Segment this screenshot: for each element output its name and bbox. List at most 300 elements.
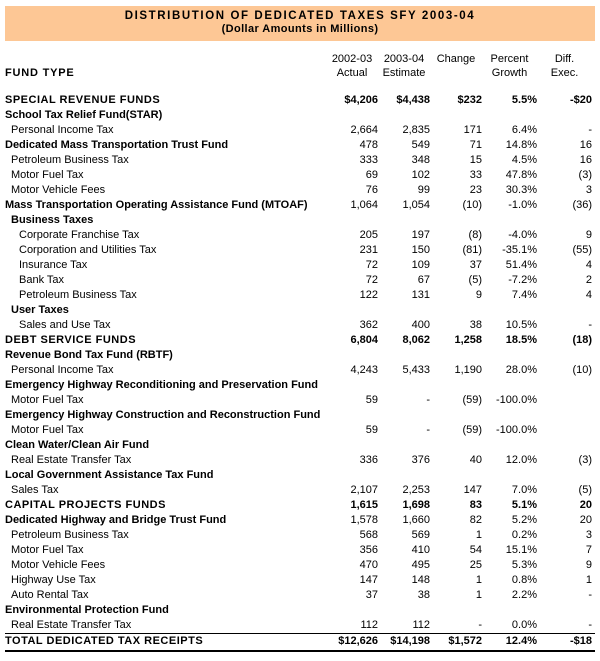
table-row	[5, 513, 595, 528]
value-cell	[537, 408, 592, 423]
value-cell: 59	[365, 394, 378, 406]
value-cell	[326, 108, 378, 123]
title-band	[5, 6, 595, 41]
value-cell: 72	[365, 259, 378, 271]
table-row	[5, 333, 595, 348]
fund-type-label: Dedicated Highway and Bridge Trust Fund	[5, 514, 227, 526]
fund-type-label: Real Estate Transfer Tax	[11, 619, 132, 631]
table-row	[5, 168, 595, 183]
value-cell	[537, 393, 592, 408]
value-cell: -7.2%	[508, 274, 537, 286]
fund-type-label: Auto Rental Tax	[11, 589, 89, 601]
value-cell	[326, 468, 378, 483]
value-cell: 23	[469, 184, 482, 196]
value-cell: 1	[475, 529, 482, 541]
value-cell: (55)	[572, 244, 592, 256]
value-cell: 82	[469, 514, 482, 526]
value-cell: 1,064	[350, 199, 378, 211]
row-end-spacer	[592, 588, 595, 603]
fund-type-label: Real Estate Transfer Tax	[11, 454, 132, 466]
row-end-spacer	[592, 213, 595, 228]
value-cell	[430, 348, 482, 363]
value-cell	[482, 303, 537, 318]
table-row	[5, 543, 595, 558]
table-row	[5, 483, 595, 498]
value-cell: 25	[469, 559, 482, 571]
table-row	[5, 363, 595, 378]
value-cell: 7	[585, 544, 592, 556]
value-cell: $14,198	[390, 635, 430, 647]
value-cell	[326, 408, 378, 423]
value-cell: 20	[579, 514, 592, 526]
value-cell: 18.5%	[505, 334, 537, 346]
value-cell: 2	[585, 274, 592, 286]
value-cell: 9	[585, 559, 592, 571]
value-cell	[430, 603, 482, 618]
value-cell	[378, 408, 430, 423]
value-cell	[430, 303, 482, 318]
row-end-spacer	[592, 573, 595, 588]
value-cell: -	[426, 394, 430, 406]
fund-type-label: Personal Income Tax	[11, 364, 114, 376]
value-cell: 4	[585, 289, 592, 301]
value-cell: 362	[359, 319, 378, 331]
row-end-spacer	[592, 558, 595, 573]
value-cell: 15.1%	[505, 544, 537, 556]
value-cell: -	[588, 124, 592, 136]
row-end-spacer	[592, 498, 595, 513]
value-cell: 2,253	[402, 484, 430, 496]
row-end-spacer	[592, 363, 595, 378]
table-row	[5, 318, 595, 333]
value-cell: 336	[359, 454, 378, 466]
row-end-spacer	[592, 288, 595, 303]
value-cell: 147	[463, 484, 482, 496]
value-cell: 1,258	[454, 334, 482, 346]
value-cell: 5.3%	[511, 559, 537, 571]
table-row	[5, 213, 595, 228]
value-cell: (81)	[462, 244, 482, 256]
table-row	[5, 528, 595, 543]
value-cell: 38	[417, 589, 430, 601]
value-cell: -100.0%	[496, 394, 537, 406]
value-cell	[537, 213, 592, 228]
value-cell	[326, 213, 378, 228]
value-cell	[430, 108, 482, 123]
value-cell: 3	[585, 529, 592, 541]
value-cell	[326, 348, 378, 363]
column-header-fund-type: FUND TYPE	[5, 67, 75, 79]
value-cell: 0.2%	[511, 529, 537, 541]
value-cell: -	[478, 619, 482, 631]
value-cell: 495	[411, 559, 430, 571]
value-cell	[378, 438, 430, 453]
value-cell: 30.3%	[505, 184, 537, 196]
fund-type-label: School Tax Relief Fund(STAR)	[5, 109, 163, 121]
value-cell: 2,664	[350, 124, 378, 136]
fund-type-label: Local Government Assistance Tax Fund	[5, 469, 214, 481]
value-cell: 1,190	[454, 364, 482, 376]
value-cell: 4.5%	[511, 154, 537, 166]
column-header-row	[5, 52, 595, 80]
fund-type-label: Highway Use Tax	[11, 574, 96, 586]
fund-type-label: Motor Fuel Tax	[11, 394, 84, 406]
fund-type-label: Motor Fuel Tax	[11, 424, 84, 436]
row-end-spacer	[592, 468, 595, 483]
value-cell: 333	[359, 154, 378, 166]
tax-table-rows	[5, 93, 595, 652]
value-cell: 33	[469, 169, 482, 181]
fund-type-label: Emergency Highway Reconditioning and Preservation Fund	[5, 379, 318, 391]
value-cell	[326, 438, 378, 453]
value-cell	[378, 603, 430, 618]
row-end-spacer	[592, 258, 595, 273]
fund-type-label: Revenue Bond Tax Fund (RBTF)	[5, 349, 173, 361]
table-row	[5, 453, 595, 468]
fund-type-label: Petroleum Business Tax	[11, 154, 129, 166]
value-cell: -1.0%	[508, 199, 537, 211]
row-end-spacer	[592, 603, 595, 618]
value-cell	[378, 348, 430, 363]
table-row	[5, 243, 595, 258]
value-cell: 1,660	[402, 514, 430, 526]
value-cell: 1,054	[402, 199, 430, 211]
value-cell	[537, 348, 592, 363]
fund-type-label: CAPITAL PROJECTS FUNDS	[5, 499, 166, 511]
table-row	[5, 468, 595, 483]
fund-type-label: SPECIAL REVENUE FUNDS	[5, 94, 161, 106]
fund-type-label: Motor Vehicle Fees	[11, 559, 106, 571]
value-cell: (8)	[468, 229, 482, 241]
value-cell: 16	[579, 139, 592, 151]
value-cell: 72	[365, 274, 378, 286]
value-cell: 28.0%	[505, 364, 537, 376]
value-cell: (36)	[572, 199, 592, 211]
fund-type-label: Dedicated Mass Transportation Trust Fund	[5, 139, 229, 151]
value-cell	[430, 438, 482, 453]
value-cell	[537, 378, 592, 393]
column-header-percent-growth: Percent Growth	[490, 53, 529, 79]
table-row	[5, 498, 595, 513]
total-row	[5, 633, 595, 652]
value-cell	[482, 108, 537, 123]
value-cell	[537, 303, 592, 318]
fund-type-label: Bank Tax	[19, 274, 65, 286]
table-row	[5, 228, 595, 243]
value-cell: 37	[365, 589, 378, 601]
value-cell	[482, 468, 537, 483]
table-row	[5, 573, 595, 588]
row-end-spacer	[592, 634, 595, 650]
value-cell	[482, 408, 537, 423]
value-cell: (18)	[572, 334, 592, 346]
fund-type-label: Motor Fuel Tax	[11, 169, 84, 181]
value-cell: 40	[469, 454, 482, 466]
row-end-spacer	[592, 438, 595, 453]
value-cell: 14.8%	[505, 139, 537, 151]
fund-type-label: Personal Income Tax	[11, 124, 114, 136]
value-cell: -	[588, 319, 592, 331]
value-cell: 205	[359, 229, 378, 241]
value-cell: 71	[469, 139, 482, 151]
value-cell: 6.4%	[511, 124, 537, 136]
row-end-spacer	[592, 138, 595, 153]
value-cell: 54	[469, 544, 482, 556]
value-cell	[537, 108, 592, 123]
table-row	[5, 618, 595, 633]
value-cell: (10)	[462, 199, 482, 211]
row-end-spacer	[592, 303, 595, 318]
value-cell: $4,438	[396, 94, 430, 106]
value-cell: (10)	[572, 364, 592, 376]
value-cell: 1	[585, 574, 592, 586]
value-cell: 5,433	[402, 364, 430, 376]
page-title: DISTRIBUTION OF DEDICATED TAXES SFY 2003-04	[124, 10, 476, 22]
table-row	[5, 408, 595, 423]
row-end-spacer	[592, 618, 595, 633]
value-cell	[326, 378, 378, 393]
table-row	[5, 198, 595, 213]
value-cell: 2,835	[402, 124, 430, 136]
fund-type-label: Motor Vehicle Fees	[11, 184, 106, 196]
value-cell: 1,615	[350, 499, 378, 511]
value-cell: 15	[469, 154, 482, 166]
row-end-spacer	[592, 153, 595, 168]
row-end-spacer	[592, 423, 595, 438]
value-cell: -	[588, 589, 592, 601]
value-cell: 197	[411, 229, 430, 241]
value-cell: 38	[469, 319, 482, 331]
value-cell: -	[426, 424, 430, 436]
value-cell: (5)	[468, 274, 482, 286]
fund-type-label: Corporate Franchise Tax	[19, 229, 140, 241]
value-cell: 2.2%	[511, 589, 537, 601]
value-cell: 400	[411, 319, 430, 331]
column-header-change: Change	[436, 53, 476, 65]
value-cell	[378, 213, 430, 228]
fund-type-label: Clean Water/Clean Air Fund	[5, 439, 150, 451]
value-cell: 171	[463, 124, 482, 136]
row-end-spacer	[592, 108, 595, 123]
row-end-spacer	[592, 483, 595, 498]
value-cell: 8,062	[402, 334, 430, 346]
value-cell	[482, 348, 537, 363]
column-header-2003-04-estimate: 2003-04 Estimate	[382, 53, 426, 79]
value-cell: (59)	[462, 394, 482, 406]
column-header-diff-exec: Diff. Exec.	[550, 53, 579, 79]
table-row	[5, 138, 595, 153]
table-row	[5, 558, 595, 573]
value-cell: $12,626	[338, 635, 378, 647]
value-cell: 10.5%	[505, 319, 537, 331]
table-row	[5, 273, 595, 288]
value-cell: 51.4%	[505, 259, 537, 271]
value-cell: 12.4%	[505, 635, 537, 647]
value-cell: (3)	[578, 454, 592, 466]
value-cell: -	[588, 619, 592, 631]
value-cell: -$20	[569, 94, 592, 106]
value-cell: (3)	[578, 169, 592, 181]
fund-type-label: Petroleum Business Tax	[11, 529, 129, 541]
value-cell	[378, 108, 430, 123]
fund-type-label: Insurance Tax	[19, 259, 88, 271]
value-cell	[430, 378, 482, 393]
value-cell	[430, 408, 482, 423]
row-end-spacer	[592, 243, 595, 258]
value-cell	[482, 213, 537, 228]
row-end-spacer	[592, 93, 595, 108]
table-row	[5, 108, 595, 123]
value-cell: 356	[359, 544, 378, 556]
value-cell: 6,804	[350, 334, 378, 346]
value-cell: (5)	[578, 484, 592, 496]
value-cell: 16	[579, 154, 592, 166]
value-cell: -4.0%	[508, 229, 537, 241]
value-cell: 5.1%	[511, 499, 537, 511]
row-end-spacer	[592, 393, 595, 408]
value-cell: 148	[411, 574, 430, 586]
row-end-spacer	[592, 318, 595, 333]
value-cell: 549	[411, 139, 430, 151]
value-cell: 376	[411, 454, 430, 466]
row-end-spacer	[592, 528, 595, 543]
value-cell: 569	[411, 529, 430, 541]
fund-type-label: Petroleum Business Tax	[19, 289, 137, 301]
table-row	[5, 423, 595, 438]
value-cell: 131	[411, 289, 430, 301]
value-cell: 122	[359, 289, 378, 301]
value-cell: 348	[411, 154, 430, 166]
table-row	[5, 93, 595, 108]
value-cell	[326, 603, 378, 618]
value-cell: 67	[417, 274, 430, 286]
value-cell	[482, 438, 537, 453]
value-cell: 59	[365, 424, 378, 436]
row-end-spacer	[592, 333, 595, 348]
table-row	[5, 183, 595, 198]
table-row	[5, 258, 595, 273]
value-cell: -100.0%	[496, 424, 537, 436]
value-cell	[482, 378, 537, 393]
value-cell	[378, 303, 430, 318]
value-cell: 37	[469, 259, 482, 271]
value-cell	[537, 438, 592, 453]
value-cell	[537, 603, 592, 618]
row-end-spacer	[592, 408, 595, 423]
row-end-spacer	[592, 273, 595, 288]
value-cell: 112	[360, 619, 378, 631]
table-row	[5, 438, 595, 453]
value-cell	[430, 213, 482, 228]
value-cell: 147	[359, 574, 378, 586]
value-cell	[430, 468, 482, 483]
fund-type-label: Corporation and Utilities Tax	[19, 244, 157, 256]
value-cell: 102	[411, 169, 430, 181]
value-cell: 568	[359, 529, 378, 541]
value-cell: 0.8%	[511, 574, 537, 586]
value-cell: 410	[411, 544, 430, 556]
row-end-spacer	[592, 453, 595, 468]
value-cell: 109	[411, 259, 430, 271]
row-end-spacer	[592, 123, 595, 138]
value-cell: 99	[417, 184, 430, 196]
fund-type-label: User Taxes	[11, 304, 69, 316]
fund-type-label: Sales Tax	[11, 484, 59, 496]
table-row	[5, 393, 595, 408]
value-cell: $4,206	[344, 94, 378, 106]
value-cell	[537, 468, 592, 483]
value-cell: 69	[365, 169, 378, 181]
value-cell: $1,572	[448, 635, 482, 647]
value-cell: 12.0%	[505, 454, 537, 466]
value-cell: 7.0%	[511, 484, 537, 496]
value-cell: 9	[585, 229, 592, 241]
value-cell: 20	[579, 499, 592, 511]
value-cell: -35.1%	[502, 244, 537, 256]
table-row	[5, 123, 595, 138]
fund-type-label: Mass Transportation Operating Assistance Fund (MTOAF)	[5, 199, 308, 211]
value-cell	[378, 378, 430, 393]
value-cell: 4,243	[350, 364, 378, 376]
fund-type-label: Business Taxes	[11, 214, 94, 226]
row-end-spacer	[592, 543, 595, 558]
row-end-spacer	[592, 378, 595, 393]
value-cell: -$18	[569, 635, 592, 647]
value-cell	[378, 468, 430, 483]
value-cell: 0.0%	[511, 619, 537, 631]
value-cell: 3	[585, 184, 592, 196]
value-cell: 112	[412, 619, 430, 631]
page-subtitle: (Dollar Amounts in Millions)	[221, 23, 379, 35]
table-row	[5, 378, 595, 393]
table-row	[5, 348, 595, 363]
row-end-spacer	[592, 168, 595, 183]
row-end-spacer	[592, 348, 595, 363]
fund-type-label: Motor Fuel Tax	[11, 544, 84, 556]
value-cell	[326, 303, 378, 318]
value-cell: (59)	[462, 424, 482, 436]
value-cell: 4	[585, 259, 592, 271]
value-cell: 1,698	[402, 499, 430, 511]
value-cell: 231	[359, 244, 378, 256]
row-end-spacer	[592, 183, 595, 198]
table-row	[5, 153, 595, 168]
fund-type-label: DEBT SERVICE FUNDS	[5, 334, 137, 346]
table-row	[5, 288, 595, 303]
row-end-spacer	[592, 198, 595, 213]
value-cell: 1,578	[350, 514, 378, 526]
column-header-2002-03-actual: 2002-03 Actual	[331, 53, 373, 79]
value-cell	[482, 603, 537, 618]
value-cell: 5.5%	[511, 94, 537, 106]
value-cell: 76	[365, 184, 378, 196]
value-cell: 9	[475, 289, 482, 301]
fund-type-label: Environmental Protection Fund	[5, 604, 169, 616]
fund-type-label: TOTAL DEDICATED TAX RECEIPTS	[5, 635, 204, 647]
row-end-spacer	[592, 513, 595, 528]
value-cell: 47.8%	[505, 169, 537, 181]
fund-type-label: Sales and Use Tax	[19, 319, 111, 331]
table-row	[5, 603, 595, 618]
value-cell: 478	[359, 139, 378, 151]
table-row	[5, 588, 595, 603]
value-cell: 83	[469, 499, 482, 511]
table-row	[5, 303, 595, 318]
value-cell: 470	[359, 559, 378, 571]
fund-type-label: Emergency Highway Construction and Reconstruction Fund	[5, 409, 321, 421]
value-cell: 2,107	[350, 484, 378, 496]
value-cell: 5.2%	[511, 514, 537, 526]
